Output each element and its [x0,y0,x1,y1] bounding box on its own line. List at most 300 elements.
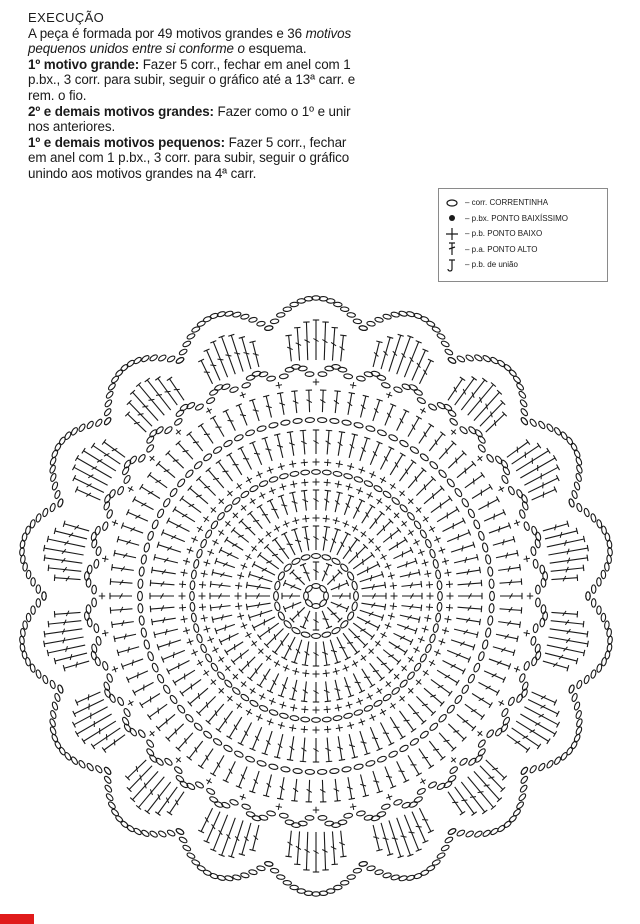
round-7-chain [216,671,225,681]
cross-icon [445,227,459,241]
round-12-chain [106,673,114,683]
stitch-top-bar [481,472,485,477]
stitch-top-bar [47,536,48,542]
scallop-edge-chain [591,585,596,594]
scallop-edge-chain [78,760,86,769]
stitch-slash [472,392,474,398]
round-10-chain [293,418,303,424]
round-12-chain [186,782,196,791]
round-7-chain [279,473,289,480]
scallop-edge-chain [42,508,49,517]
scallop-edge-chain [474,830,483,838]
stitch-slash [555,524,556,530]
stitch-top-bar [404,537,407,542]
scallop-edge-chain [51,481,58,490]
stitch-top-bar [285,335,291,336]
scallop-edge-chain [516,801,525,810]
round-12-chain [106,509,114,519]
round-12-chain [356,375,366,381]
round-10-chain [354,763,364,770]
legend-label: – p.b. PONTO BAIXO [465,229,543,238]
scallop-edge-chain [538,420,547,429]
scallop-edge-chain [57,684,64,693]
stitch-slash [293,603,294,609]
round-7-chain [419,529,427,539]
scallop-edge-chain [546,423,554,432]
single-crochet-bar [415,539,418,545]
round-12-chain [477,444,486,454]
round-12-chain [108,489,116,499]
stitch-slash [191,684,192,690]
scallop-edge-chain [440,844,449,852]
stitch-slash [243,353,249,354]
round-7-chain [259,480,269,488]
single-crochet-bar [352,527,358,531]
single-crochet-bar [427,615,428,622]
round-10-chain [478,531,486,541]
round-2-chain [312,634,321,639]
single-crochet-bar [393,582,394,589]
stitch-top-bar [352,757,358,758]
scallop-edge-chain [70,756,78,765]
scallop-edge-chain [240,314,249,320]
stitch-top-bar [553,455,556,461]
stitch-top-bar [48,621,49,627]
stitch-top-bar [517,636,518,642]
stitch-top-bar [404,650,407,655]
scallop-edge-chain [529,765,538,774]
stitch-top-bar [167,377,172,381]
stitch-top-bar [227,736,232,739]
round-10-chain [317,418,326,423]
round-12-chain [507,696,515,706]
round-12-chain [155,426,165,435]
scallop-edge-chain [576,680,583,689]
round-12-chain [533,623,539,632]
round-10-chain [467,508,476,518]
single-crochet-bar [390,484,396,488]
round-7-chain [438,592,443,601]
scallop-edge-chain [178,348,187,356]
round-7-chain [373,484,383,492]
round-10-chain [409,737,419,746]
corner-mark [0,914,34,924]
stitch-slash [465,468,466,474]
stitch-slash [193,442,199,443]
round-7-chain [391,496,401,505]
single-crochet-bar [449,581,450,588]
round-12-chain [246,811,256,818]
stitch-top-bar [114,636,115,642]
round-10-chain [223,744,233,753]
stitch-top-bar [250,341,256,343]
round-7-chain [210,520,219,530]
round-7-chain [322,470,331,475]
round-7-chain [231,686,241,695]
stitch-top-bar [152,619,153,625]
round-7-chain [429,633,436,643]
round-12-chain [164,757,174,766]
scallop-edge-chain [326,299,335,304]
round-7-chain [196,633,203,643]
round-12-chain [123,708,132,718]
round-12-chain [501,475,510,485]
stitch-top-bar [140,484,143,489]
round-10-chain [409,446,419,455]
round-12-chain [87,618,93,627]
stitch-top-bar [102,439,106,444]
round-10-chain [256,425,266,432]
intro-end: esquema. [248,41,307,57]
round-12-chain [279,813,288,819]
round-7-chain [333,715,342,721]
stitch-slash [138,414,144,415]
scallop-edge-chain [520,766,529,775]
stitch-slash [128,647,129,653]
stitch-top-bar [576,528,578,534]
round-10-chain [143,639,150,649]
round-12-chain [436,782,446,791]
round-7-chain [301,470,310,475]
round-7-chain [224,504,233,513]
round-12-chain [413,796,423,804]
stitch-slash [470,797,476,798]
round-2-chain [331,626,341,635]
round-2-chain [274,601,281,611]
round-10-chain [482,542,489,552]
stitch-top-bar [210,416,216,419]
scallop-edge-chain [340,307,349,312]
instructions-heading: EXECUÇÃO [28,10,105,25]
single-crochet-bar [427,570,428,577]
round-12-chain [459,426,469,435]
round-12-chain [266,375,276,381]
stitch-slash [164,470,170,472]
stitch-slash [488,777,494,778]
stitch-top-bar [429,765,434,769]
round-10-chain [485,554,492,564]
stitch-top-bar [472,812,477,816]
single-crochet-bar [526,556,527,562]
scallop-edge-chain [103,766,112,775]
scallop-edge-chain [516,382,525,391]
round-10-chain [330,418,340,424]
single-crochet-bar [129,700,132,706]
double-crochet-icon [445,242,459,256]
single-crochet-bar [367,494,373,497]
round-12-chain [121,466,130,476]
round-12-chain [523,521,530,531]
single-crochet-bar [336,463,343,464]
round-7-chain [249,484,259,492]
single-crochet-bar [420,409,426,412]
round-12-chain [214,801,224,809]
filled-dot-icon [445,211,459,225]
round-10-chain [438,469,448,479]
round-12-chain [279,373,288,379]
stitch-top-bar [587,545,588,551]
stitch-top-bar [448,496,452,501]
round-12-chain [500,459,509,469]
scallop-edge-chain [256,321,265,327]
stitch-slash [345,686,351,687]
scallop-edge-chain [497,359,506,368]
scallop-edge-chain [583,675,590,684]
single-crochet-bar [409,656,413,662]
round-7-chain [240,490,250,499]
round-12-chain [540,618,546,627]
round-12-chain [502,716,511,726]
step-1-title: 1º motivo grande: [28,56,140,72]
scallop-edge-chain [31,606,36,615]
scallop-edge-chain [175,828,184,836]
round-12-chain [229,386,239,394]
scallop-edge-chain [520,417,529,426]
round-12-chain [175,774,185,783]
round-12-chain [468,757,478,766]
single-crochet-bar [204,516,208,522]
single-crochet-bar [324,482,331,483]
stitch-top-bar [421,581,422,587]
stitch-top-bar [91,443,95,448]
round-12-chain [116,696,124,706]
stitch-slash [416,826,422,827]
round-12-chain [186,401,196,410]
single-crochet-bar [250,689,256,693]
round-12-chain [519,509,527,519]
single-crochet-bar [198,526,202,532]
round-2-chain [274,592,279,601]
stitch-slash [413,713,419,714]
round-12-chain [246,374,256,381]
stitch-top-bar [272,537,277,541]
round-7-chain [224,679,233,688]
scallop-edge-chain [465,830,474,838]
round-10-chain [193,460,203,470]
round-7-chain [210,662,219,672]
single-crochet-bar [105,630,106,636]
stitch-top-bar [400,453,405,456]
stitch-slash [217,359,223,360]
scallop-edge-chain [597,606,602,615]
stitch-slash [281,505,287,506]
round-10-chain [280,766,290,772]
stitch-top-bar [411,728,416,732]
round-12-chain [206,396,216,404]
scallop-edge-chain [86,420,95,429]
scallop-edge-chain [560,752,568,761]
stitch-top-bar [54,528,56,534]
round-12-chain [221,801,231,809]
stitch-slash [156,395,162,396]
scallop-edge-chain [26,613,31,622]
scallop-edge-chain [420,869,429,876]
stitch-top-bar [537,744,541,749]
stitch-top-bar [520,564,521,570]
single-crochet-bar [376,499,382,503]
round-2-chain [312,554,321,559]
scallop-edge-chain [512,375,521,384]
round-7-chain [200,539,208,549]
stitch-top-bar [517,550,518,556]
stitch-top-bar [277,393,283,394]
single-crochet-bar [266,532,272,536]
stitch-top-bar [250,849,256,851]
round-10-chain [317,769,326,774]
scallop-edge-chain [503,363,512,372]
round-7-chain [406,671,415,681]
stitch-top-bar [291,391,297,392]
stitch-top-bar [180,496,184,501]
single-crochet-bar [323,518,330,519]
scallop-edge-chain [120,820,129,829]
scallop-edge-chain [120,363,129,372]
single-crochet-bar [247,632,251,638]
stitch-slash [175,729,176,735]
round-12-chain [102,661,109,671]
round-7-chain [419,653,427,663]
round-7-chain [432,623,439,633]
stitch-top-bar [460,377,465,381]
round-12-chain [104,688,112,698]
single-crochet-bar [290,707,297,708]
round-7-chain [432,559,439,569]
round-12-chain [92,585,97,594]
scallop-edge-chain [575,473,582,482]
round-12-chain [376,811,386,818]
stitch-top-bar [448,691,452,696]
stitch-top-bar [301,490,307,491]
stitch-top-bar [325,701,331,702]
stitch-top-bar [520,622,521,628]
stitch-slash [150,789,152,795]
stitch-top-bar [526,747,530,752]
round-12-chain [521,681,529,691]
scallop-edge-chain [576,464,584,473]
scallop-edge-chain [553,756,561,765]
round-10-chain [490,591,495,600]
stitch-slash [225,355,231,356]
stitch-slash [88,694,89,700]
stitch-top-bar [198,423,203,427]
stitch-top-bar [180,691,184,696]
single-crochet-bar [289,727,296,728]
round-12-chain [137,453,146,463]
round-10-chain [141,554,148,564]
round-12-chain [123,723,132,733]
stitch-top-bar [340,856,346,857]
single-crochet-bar [246,478,252,482]
single-crochet-bar [324,729,331,730]
round-12-chain [523,661,530,671]
round-12-chain [516,489,524,499]
stitch-top-bar [385,604,386,610]
single-crochet-bar [105,556,106,562]
single-crochet-bar [247,554,251,560]
stitch-top-bar [225,537,228,542]
stitch-slash [392,838,398,839]
stitch-slash [494,514,495,520]
scallop-edge-chain [49,464,57,473]
stitch-top-bar [216,460,221,464]
scallop-edge-chain [596,664,602,673]
scallop-edge-chain [520,775,529,784]
scallop-edge-chain [248,869,257,875]
stitch-slash [279,549,285,550]
scallop-edge-chain [586,592,590,600]
scallop-edge-chain [568,684,575,693]
stitch-slash [391,533,392,539]
stitch-top-bar [173,680,176,685]
scallop-edge-chain [70,427,78,436]
single-crochet-bar [390,704,396,708]
round-12-chain [530,546,536,556]
single-crochet-bar [447,616,448,623]
scallop-edge-chain [413,312,422,319]
stitch-top-bar [376,341,382,343]
scallop-edge-chain [64,431,72,440]
stitch-slash [148,399,154,400]
round-7-chain [290,471,299,477]
single-crochet-bar [259,494,265,497]
scallop-edge-chain [149,354,158,362]
scallop-edge-chain [568,498,575,507]
round-12-chain [436,401,446,410]
single-crochet-bar [182,604,183,611]
scallop-edge-chain [141,354,150,362]
scallop-edge-chain [366,865,375,871]
scallop-edge-chain [54,490,61,499]
stitch-top-bar [167,811,172,815]
scallop-edge-chain [276,312,285,317]
single-crochet-bar [336,727,343,728]
round-12-chain [195,403,205,412]
scallop-edge-chain [270,868,279,874]
stitch-slash [462,545,463,551]
round-2-chain [346,571,355,581]
legend-row-chain [445,195,603,211]
stitch-slash [195,747,197,753]
round-10-chain [176,704,186,714]
single-crochet-bar [449,604,450,611]
round-7-chain [249,699,259,707]
round-10-chain [139,616,145,626]
stitch-slash [383,838,389,839]
stitch-slash [136,766,137,772]
stitch-top-bar [489,702,492,707]
stitch-slash [227,834,231,839]
scallop-edge-chain [604,562,609,571]
scallop-edge-chain [51,701,58,710]
round-7-chain [322,717,331,722]
stitch-top-bar [210,773,216,776]
single-crochet-bar [290,484,297,485]
scallop-edge-chain [103,417,112,426]
stitch-top-bar [246,604,247,610]
round-12-chain [501,708,510,718]
scallop-edge-chain [50,710,57,719]
single-crochet-bar [252,546,256,552]
stitch-slash [254,453,260,454]
round-10-chain [245,755,255,763]
stitch-top-bar [416,416,422,419]
scallop-edge-chain [347,312,356,317]
round-10-chain [139,567,145,577]
round-10-chain [151,519,159,529]
round-2-chain [331,557,341,566]
round-12-chain [428,781,438,790]
scallop-edge-chain [359,325,368,331]
